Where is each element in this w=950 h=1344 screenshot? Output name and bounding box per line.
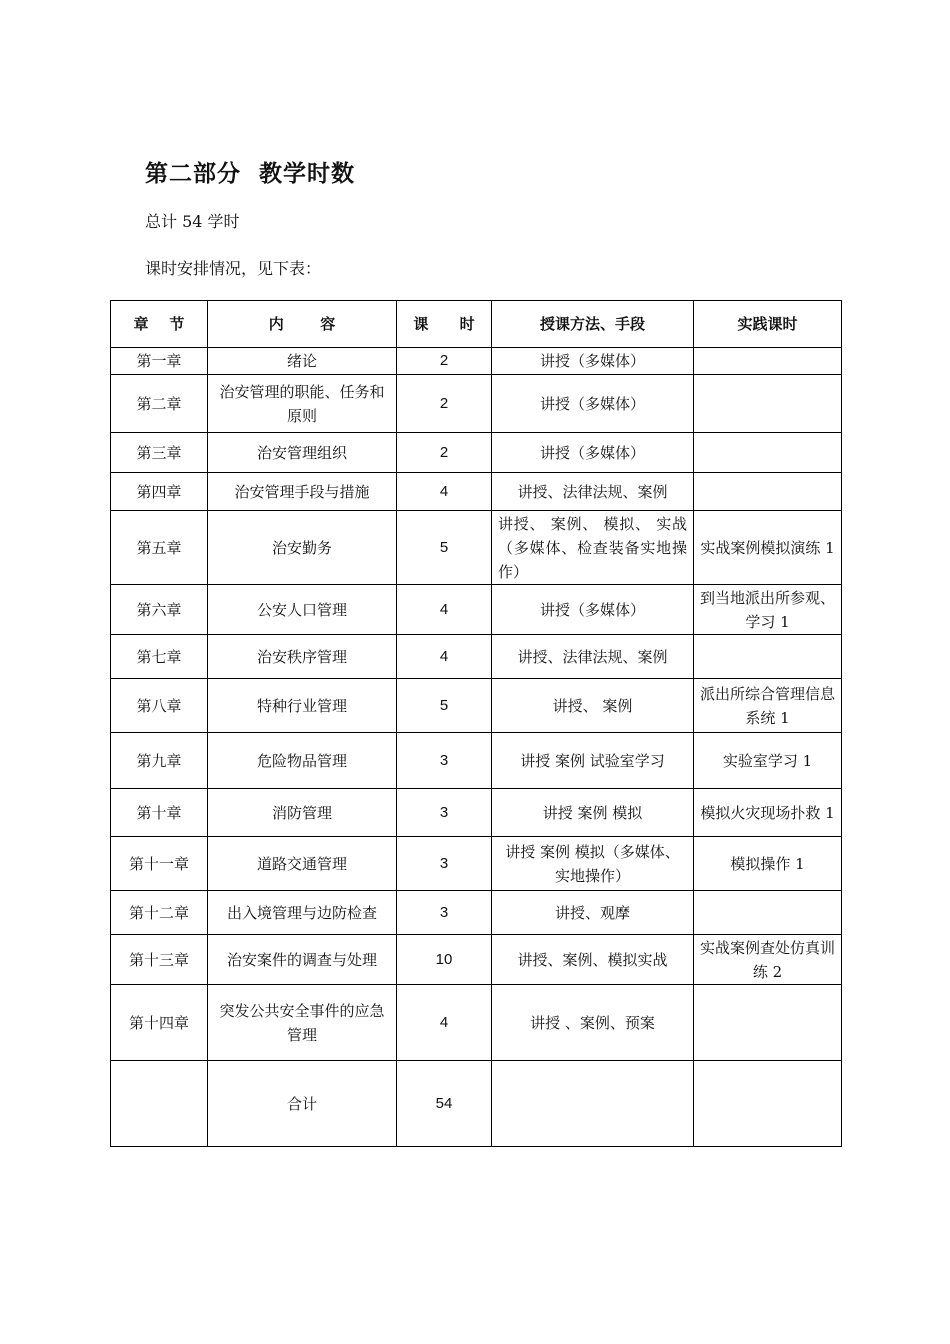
header-practice: 实践课时	[694, 301, 842, 348]
cell-practice: 派出所综合管理信息系统 1	[694, 679, 842, 733]
cell-chapter: 第一章	[111, 348, 208, 375]
cell-hours: 4	[397, 473, 492, 511]
cell-content: 消防管理	[208, 789, 397, 837]
cell-practice	[694, 891, 842, 935]
cell-hours: 2	[397, 433, 492, 473]
table-row	[111, 473, 842, 511]
cell-hours: 4	[397, 635, 492, 679]
table-row	[111, 585, 842, 635]
cell-content: 治安管理组织	[208, 433, 397, 473]
table-body	[111, 348, 842, 1147]
table-row	[111, 1061, 842, 1147]
cell-content: 出入境管理与边防检查	[208, 891, 397, 935]
cell-content: 特种行业管理	[208, 679, 397, 733]
table-row	[111, 511, 842, 585]
cell-method: 讲授、观摩	[492, 891, 694, 935]
cell-practice	[694, 375, 842, 433]
cell-chapter: 第四章	[111, 473, 208, 511]
table-row	[111, 375, 842, 433]
table-row	[111, 935, 842, 985]
cell-practice: 模拟火灾现场扑救 1	[694, 789, 842, 837]
cell-chapter: 第七章	[111, 635, 208, 679]
cell-method: 讲授、法律法规、案例	[492, 473, 694, 511]
cell-chapter: 第九章	[111, 733, 208, 789]
table-row	[111, 679, 842, 733]
cell-method: 讲授 案例 模拟（多媒体、实地操作）	[492, 837, 694, 891]
cell-hours: 3	[397, 789, 492, 837]
cell-hours: 3	[397, 837, 492, 891]
cell-hours: 5	[397, 511, 492, 585]
cell-practice: 实验室学习 1	[694, 733, 842, 789]
cell-hours: 4	[397, 985, 492, 1061]
cell-practice	[694, 1061, 842, 1147]
table-row	[111, 433, 842, 473]
cell-content: 治安管理的职能、任务和原则	[208, 375, 397, 433]
cell-method: 讲授、案例、模拟实战	[492, 935, 694, 985]
cell-content: 治安秩序管理	[208, 635, 397, 679]
cell-method: 讲授（多媒体）	[492, 585, 694, 635]
cell-method: 讲授（多媒体）	[492, 433, 694, 473]
cell-practice	[694, 985, 842, 1061]
cell-practice: 模拟操作 1	[694, 837, 842, 891]
schedule-intro: 课时安排情况，见下表：	[145, 259, 322, 278]
table-row	[111, 789, 842, 837]
header-chapter: 章 节	[111, 301, 208, 348]
cell-content: 道路交通管理	[208, 837, 397, 891]
cell-method: 讲授、 案例、 模拟、 实战 （多媒体、检查装备实地操作）	[492, 511, 694, 585]
cell-chapter: 第八章	[111, 679, 208, 733]
cell-hours: 3	[397, 891, 492, 935]
cell-hours: 54	[397, 1061, 492, 1147]
cell-method: 讲授、法律法规、案例	[492, 635, 694, 679]
cell-method: 讲授、 案例	[492, 679, 694, 733]
cell-practice	[694, 348, 842, 375]
cell-method: 讲授 、案例、预案	[492, 985, 694, 1061]
cell-hours: 2	[397, 348, 492, 375]
teaching-hours-table	[110, 300, 842, 1147]
cell-method	[492, 1061, 694, 1147]
cell-chapter: 第十二章	[111, 891, 208, 935]
section-title: 第二部分 教学时数	[145, 161, 356, 187]
cell-chapter: 第六章	[111, 585, 208, 635]
cell-method: 讲授（多媒体）	[492, 375, 694, 433]
cell-chapter: 第十四章	[111, 985, 208, 1061]
table-row	[111, 837, 842, 891]
cell-content: 绪论	[208, 348, 397, 375]
cell-chapter: 第十三章	[111, 935, 208, 985]
table-row	[111, 348, 842, 375]
cell-hours: 5	[397, 679, 492, 733]
cell-content: 治安案件的调查与处理	[208, 935, 397, 985]
cell-content: 危险物品管理	[208, 733, 397, 789]
table-row	[111, 733, 842, 789]
cell-hours: 3	[397, 733, 492, 789]
cell-chapter: 第三章	[111, 433, 208, 473]
table-row	[111, 985, 842, 1061]
header-content: 内 容	[208, 301, 397, 348]
cell-hours: 4	[397, 585, 492, 635]
cell-content: 治安管理手段与措施	[208, 473, 397, 511]
header-method: 授课方法、手段	[492, 301, 694, 348]
table-row	[111, 891, 842, 935]
table-header-row	[111, 301, 842, 348]
cell-hours: 2	[397, 375, 492, 433]
cell-practice: 到当地派出所参观、学习 1	[694, 585, 842, 635]
cell-chapter: 第二章	[111, 375, 208, 433]
cell-content: 公安人口管理	[208, 585, 397, 635]
total-hours-line: 总计 54 学时	[145, 212, 240, 231]
cell-content: 突发公共安全事件的应急管理	[208, 985, 397, 1061]
cell-practice	[694, 635, 842, 679]
cell-chapter: 第十章	[111, 789, 208, 837]
cell-practice: 实战案例模拟演练 1	[694, 511, 842, 585]
header-hours: 课 时	[397, 301, 492, 348]
cell-hours: 10	[397, 935, 492, 985]
cell-chapter: 第五章	[111, 511, 208, 585]
cell-method: 讲授 案例 试验室学习	[492, 733, 694, 789]
cell-practice: 实战案例查处仿真训练 2	[694, 935, 842, 985]
cell-practice	[694, 473, 842, 511]
cell-chapter	[111, 1061, 208, 1147]
cell-method: 讲授（多媒体）	[492, 348, 694, 375]
table-row	[111, 635, 842, 679]
cell-content: 治安勤务	[208, 511, 397, 585]
cell-chapter: 第十一章	[111, 837, 208, 891]
cell-content: 合计	[208, 1061, 397, 1147]
cell-method: 讲授 案例 模拟	[492, 789, 694, 837]
cell-practice	[694, 433, 842, 473]
